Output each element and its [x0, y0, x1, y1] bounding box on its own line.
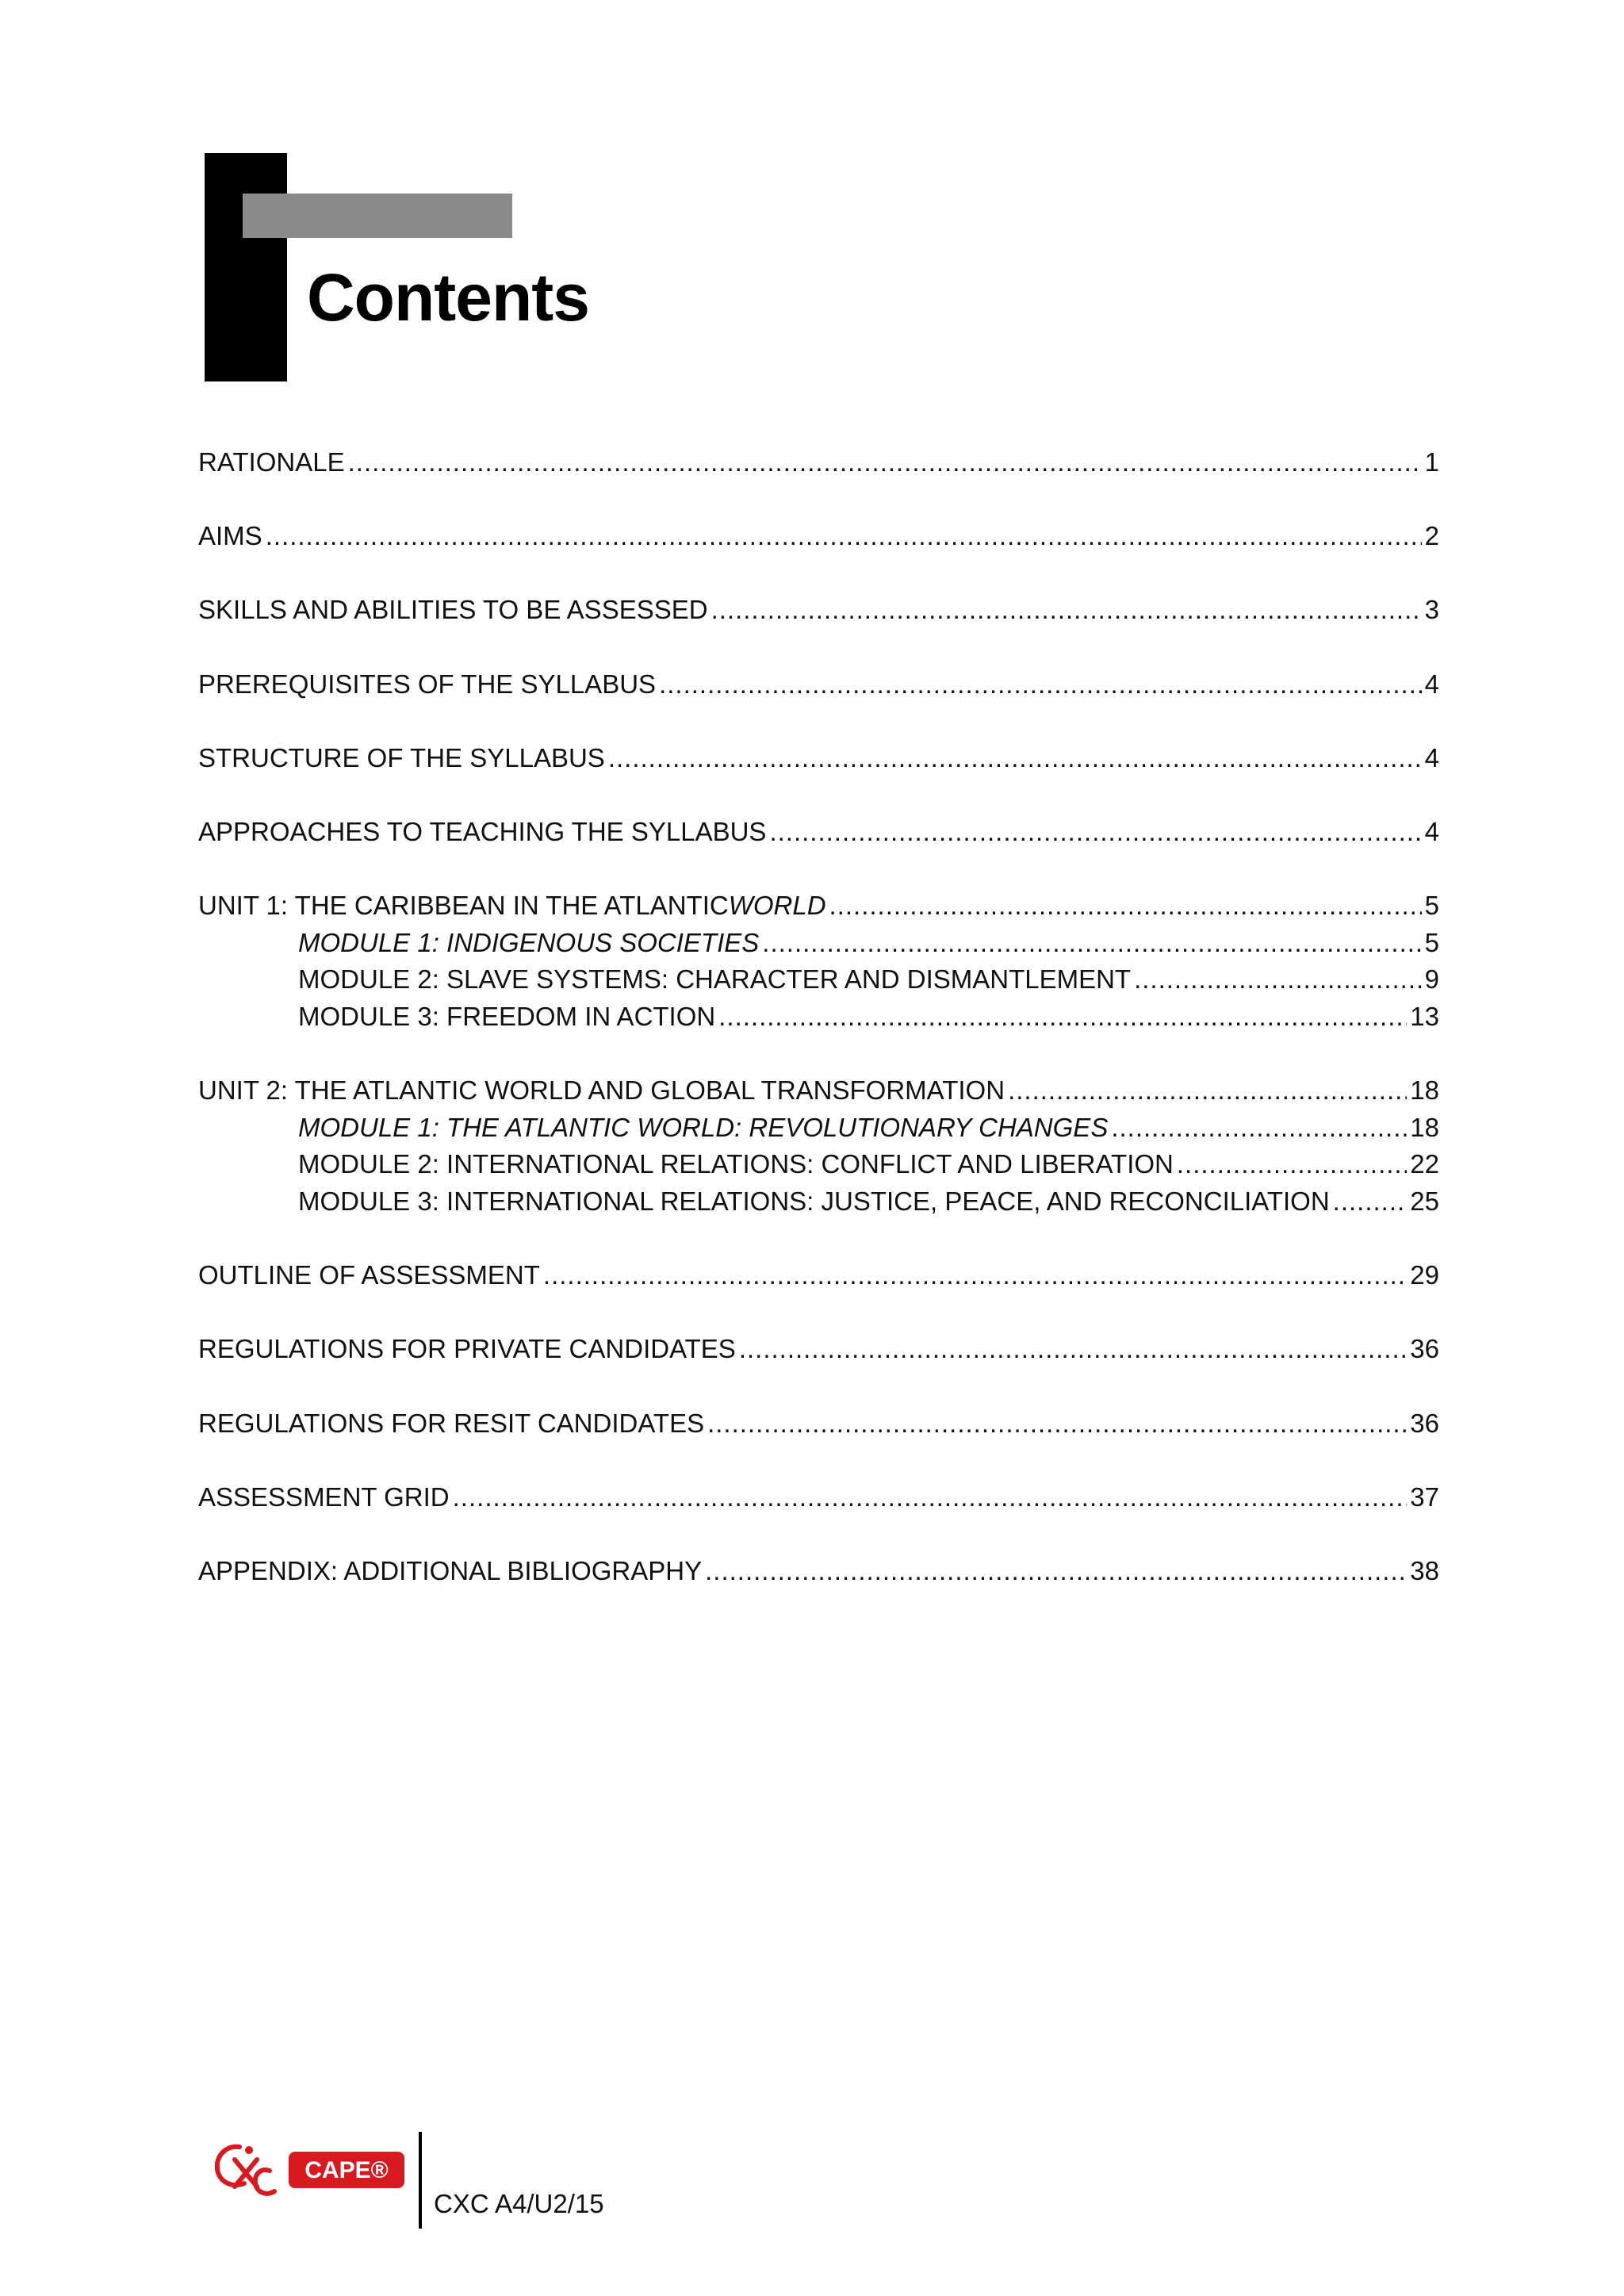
toc-entry-page-number: 38 — [1410, 1556, 1439, 1585]
toc-entry[interactable] — [198, 518, 1439, 554]
cxc-logo-text: CXC — [208, 2136, 210, 2137]
toc-dot-leader — [707, 1405, 1407, 1442]
toc-entry[interactable] — [198, 1146, 1439, 1182]
toc-entry[interactable] — [198, 961, 1439, 998]
footer-divider — [419, 2132, 422, 2229]
toc-dot-leader — [705, 1553, 1407, 1589]
toc-dot-leader — [1111, 1110, 1407, 1146]
header-grey-bar — [243, 194, 512, 238]
toc-entry[interactable] — [198, 666, 1439, 703]
page-title: Contents — [307, 260, 589, 335]
toc-entry-label: ASSESSMENT GRID — [198, 1482, 450, 1512]
toc-entry[interactable] — [198, 1479, 1439, 1516]
toc-dot-leader — [1177, 1146, 1407, 1182]
toc-entry[interactable] — [198, 1257, 1439, 1294]
toc-dot-leader — [348, 444, 1422, 481]
toc-dot-leader — [769, 814, 1421, 850]
toc-entry-page-number: 18 — [1410, 1075, 1439, 1105]
toc-entry-page-number: 13 — [1410, 1002, 1439, 1031]
toc-entry-page-number: 5 — [1424, 891, 1439, 920]
toc-entry-page-number: 25 — [1410, 1186, 1439, 1216]
toc-entry-label: PREREQUISITES OF THE SYLLABUS — [198, 669, 657, 699]
toc-entry-page-number: 9 — [1424, 964, 1439, 994]
toc-entry[interactable] — [198, 814, 1439, 850]
toc-entry[interactable] — [198, 1405, 1439, 1442]
toc-entry-label: OUTLINE OF ASSESSMENT — [198, 1260, 540, 1290]
toc-entry-label: RATIONALE — [198, 447, 345, 477]
toc-entry-label: STRUCTURE OF THE SYLLABUS — [198, 743, 605, 772]
toc-entry[interactable] — [198, 1183, 1439, 1220]
toc-dot-leader — [608, 740, 1422, 776]
footer-doc-code: CXC A4/U2/15 — [434, 2189, 604, 2218]
toc-dot-leader — [266, 518, 1422, 554]
toc-entry-label: APPROACHES TO TEACHING THE SYLLABUS — [198, 817, 767, 846]
toc-entry-page-number: 1 — [1424, 447, 1439, 477]
toc-entry[interactable] — [198, 444, 1439, 481]
toc-entry-label: REGULATIONS FOR PRIVATE CANDIDATES — [198, 1334, 736, 1363]
cxc-logo-mark-icon — [217, 2146, 274, 2194]
toc-entry-page-number: 4 — [1424, 669, 1439, 699]
toc-entry[interactable] — [198, 740, 1439, 776]
toc-entry-page-number: 5 — [1424, 928, 1439, 957]
cape-badge-text: CAPE® — [304, 2157, 389, 2183]
toc-entry-page-number: 36 — [1410, 1409, 1439, 1438]
toc-entry-label: MODULE 2: SLAVE SYSTEMS: CHARACTER AND DISMANTLEMENT — [298, 964, 1132, 994]
toc-entry-label: MODULE 2: INTERNATIONAL RELATIONS: CONFLICT AND LIBERATION — [298, 1149, 1174, 1179]
toc-entry[interactable] — [198, 1072, 1439, 1109]
toc-dot-leader — [1134, 961, 1422, 998]
toc-entry-label: REGULATIONS FOR RESIT CANDIDATES — [198, 1409, 705, 1438]
toc-dot-leader — [1333, 1183, 1408, 1220]
toc-dot-leader — [829, 887, 1422, 924]
toc-entry[interactable] — [198, 887, 1439, 924]
toc-entry-label: AIMS — [198, 521, 262, 550]
toc-entry-label: SKILLS AND ABILITIES TO BE ASSESSED — [198, 595, 708, 624]
toc-dot-leader — [1008, 1072, 1407, 1109]
toc-entry[interactable] — [198, 592, 1439, 628]
toc-dot-leader — [711, 592, 1422, 628]
toc-entry[interactable] — [198, 999, 1439, 1035]
toc-entry[interactable] — [198, 925, 1439, 961]
toc-entry-page-number: 37 — [1410, 1482, 1439, 1512]
toc-entry-label: MODULE 3: FREEDOM IN ACTION — [298, 1002, 716, 1031]
toc-entry-label: MODULE 1: THE ATLANTIC WORLD: REVOLUTIONARY CHANGES — [298, 1113, 1109, 1142]
toc-entry-label: MODULE 1: INDIGENOUS SOCIETIES — [298, 928, 760, 957]
toc-entry-page-number: 4 — [1424, 743, 1439, 772]
header-black-bar — [205, 153, 287, 381]
toc-entry[interactable] — [198, 1110, 1439, 1146]
toc-entry[interactable] — [198, 1553, 1439, 1589]
toc-entry-label: UNIT 2: THE ATLANTIC WORLD AND GLOBAL TRANSFORMATION — [198, 1075, 1005, 1105]
toc-entry-page-number: 22 — [1410, 1149, 1439, 1179]
toc-entry-page-number: 36 — [1410, 1334, 1439, 1363]
toc-entry-page-number: 18 — [1410, 1113, 1439, 1142]
toc-dot-leader — [453, 1479, 1408, 1516]
toc-dot-leader — [543, 1257, 1407, 1294]
toc-entry-page-number: 2 — [1424, 521, 1439, 550]
toc-entry-label: UNIT 1: THE CARIBBEAN IN THE ATLANTIC — [198, 891, 729, 920]
toc-entry-label: MODULE 3: INTERNATIONAL RELATIONS: JUSTICE, PEACE, AND RECONCILIATION — [298, 1186, 1330, 1216]
toc-entry-page-number: 3 — [1424, 595, 1439, 624]
toc-entry[interactable] — [198, 1331, 1439, 1367]
toc-dot-leader — [659, 666, 1422, 703]
toc-entry-label: APPENDIX: ADDITIONAL BIBLIOGRAPHY — [198, 1556, 703, 1585]
toc-entry-label-italic: WORLD — [728, 891, 826, 920]
toc-dot-leader — [762, 925, 1421, 961]
toc-entry-page-number: 4 — [1424, 817, 1439, 846]
toc-dot-leader — [718, 999, 1407, 1035]
cxc-cape-logo — [208, 2136, 406, 2199]
toc-entry-page-number: 29 — [1410, 1260, 1439, 1290]
toc-dot-leader — [739, 1331, 1407, 1367]
